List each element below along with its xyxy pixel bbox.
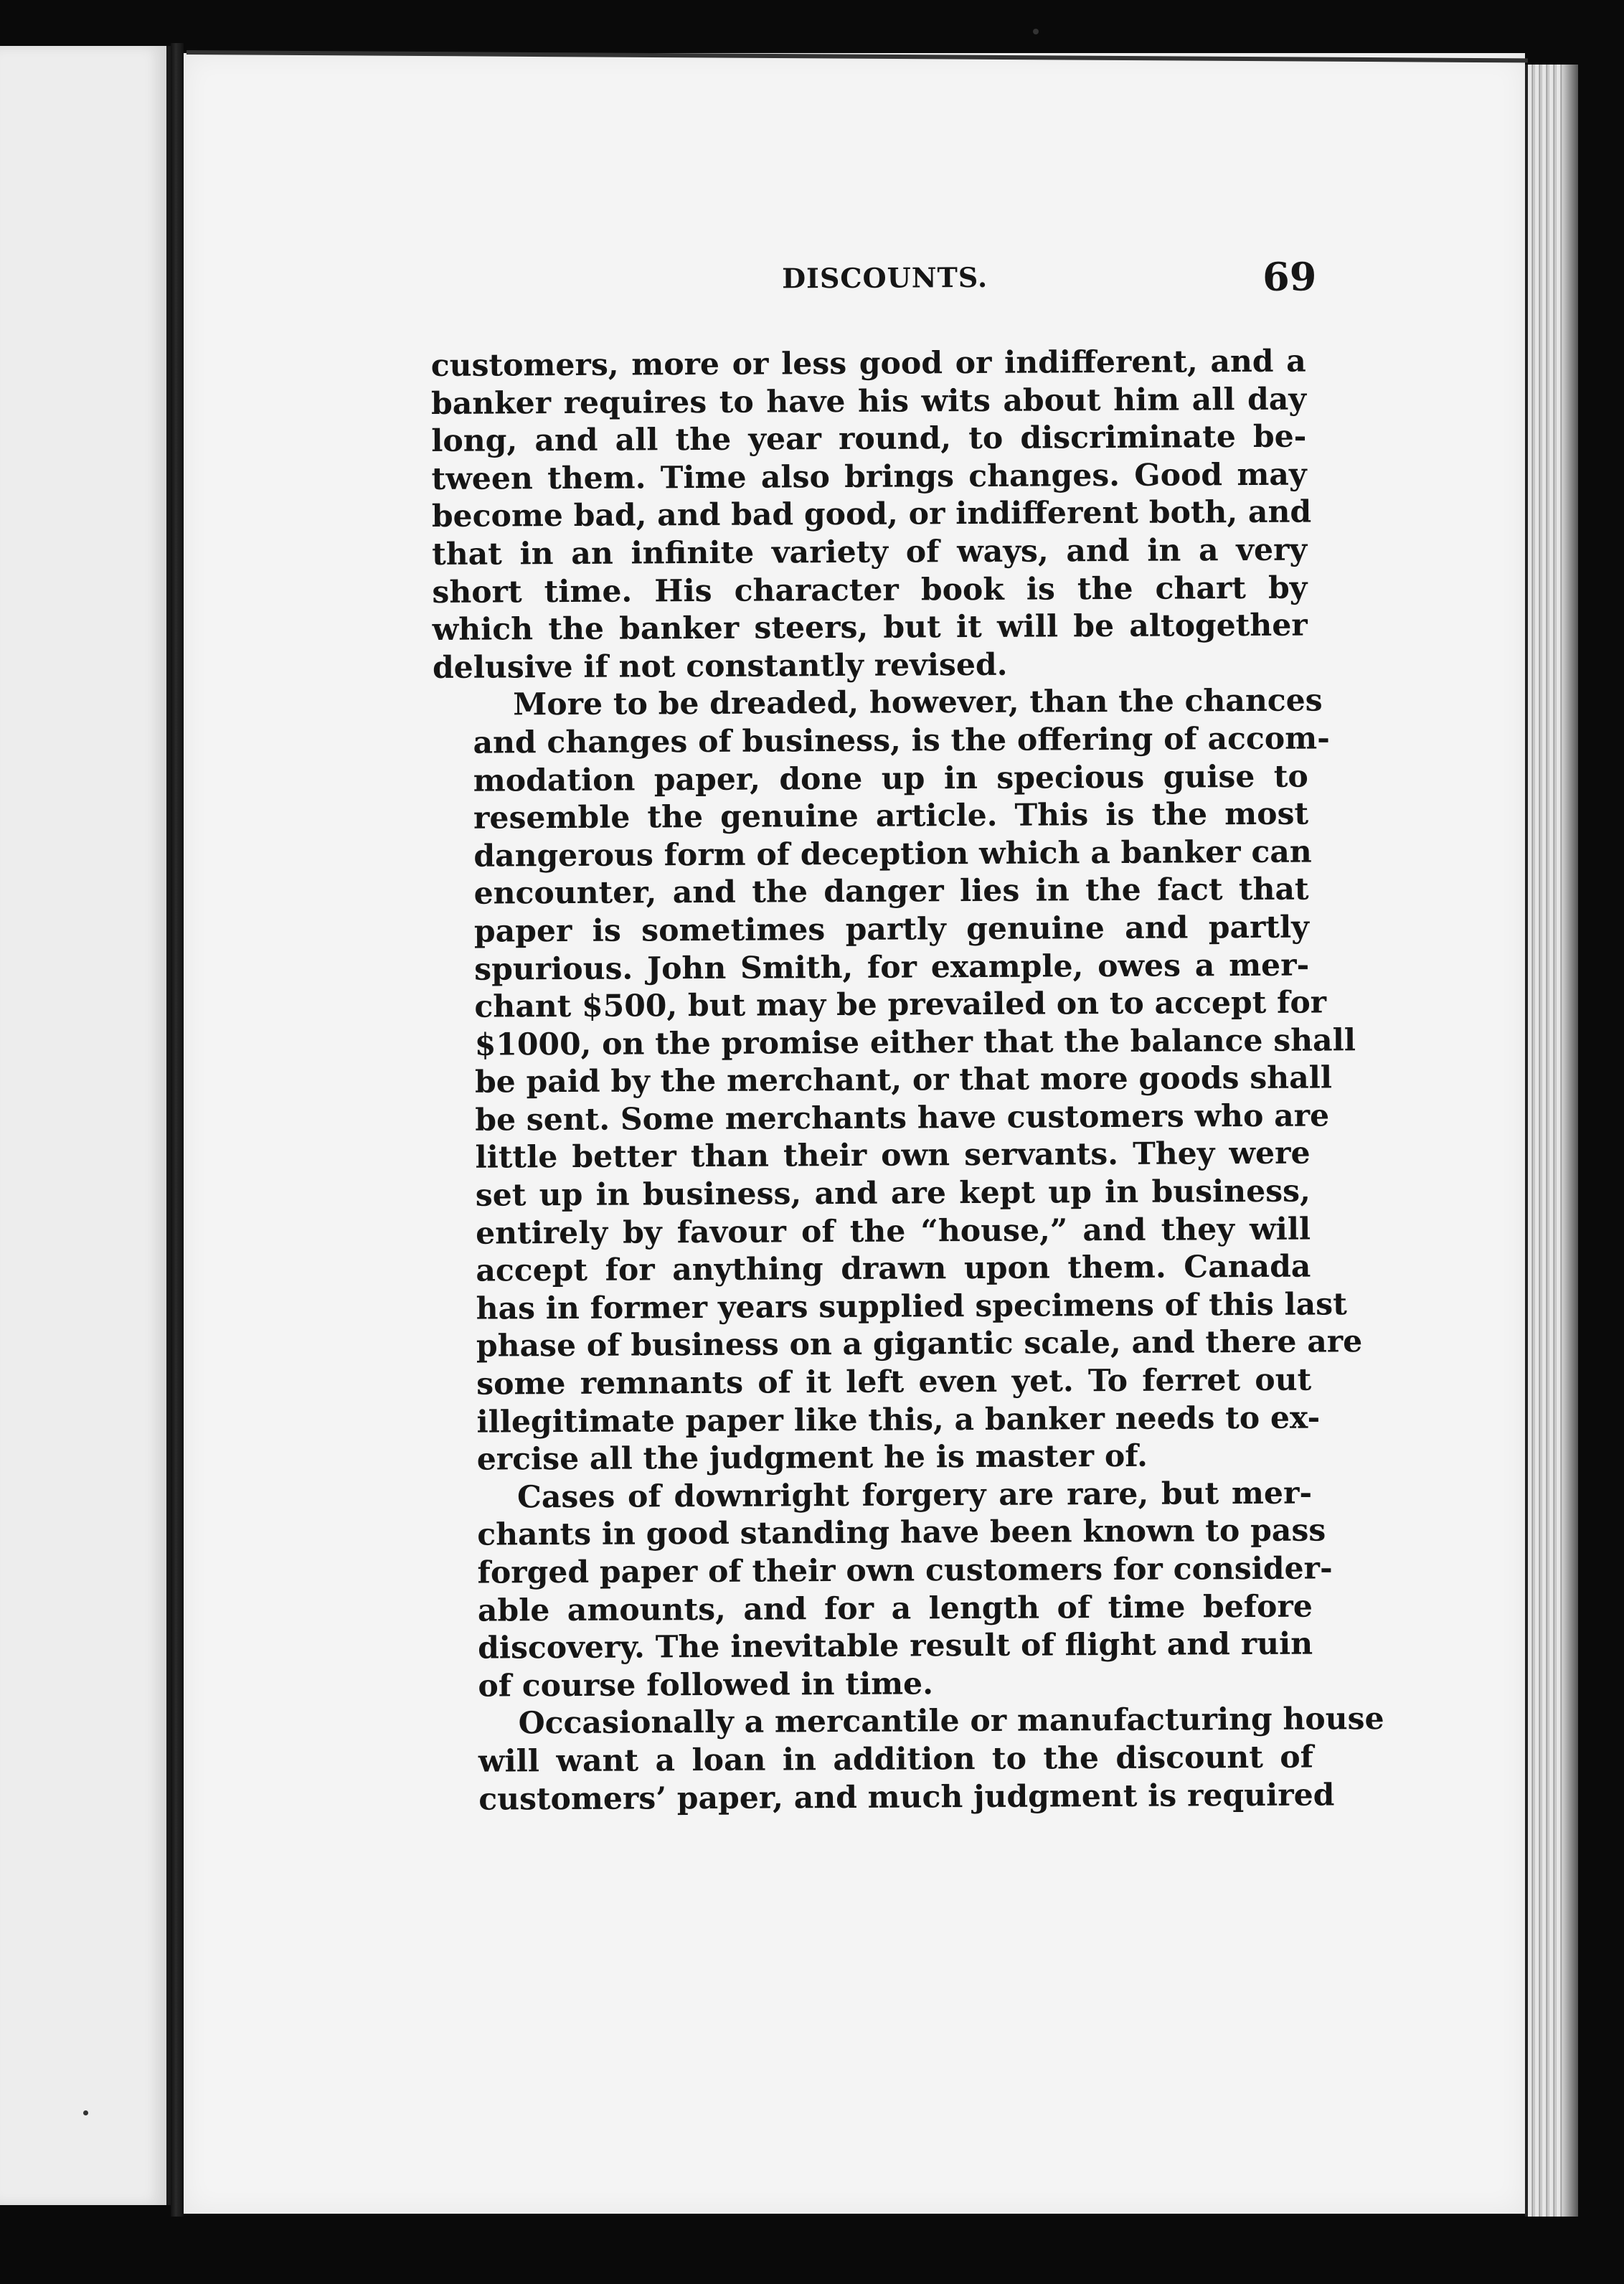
text-line: banker requires to have his wits about him all day — [430, 381, 1307, 422]
page-text-block — [430, 253, 1384, 1819]
body-text — [430, 343, 1384, 1819]
text-line: chant $500, but may be prevailed on to accept for — [474, 984, 1327, 1025]
text-line: customers’ paper, and much judgment is required — [478, 1776, 1335, 1818]
text-line: ercise all the judgment he is master of. — [476, 1438, 1148, 1478]
text-line: and changes of business, is the offering of accom- — [473, 720, 1330, 761]
text-line: tween them. Time also brings changes. Good may — [431, 456, 1307, 497]
text-line: delusive if not constantly revised. — [432, 646, 1008, 686]
text-line: phase of business on a gigantic scale, and there are — [476, 1323, 1363, 1365]
text-line: dangerous form of deception which a banker can — [473, 834, 1312, 874]
text-line: $1000, on the promise either that the balance shall — [474, 1021, 1356, 1063]
text-line: short time. His character book is the chart by — [432, 570, 1308, 610]
text-line: some remnants of it left even yet. To ferret out — [476, 1362, 1312, 1402]
text-line: set up in business, and are kept up in business, — [475, 1173, 1311, 1214]
text-line: little better than their own servants. They were — [475, 1136, 1311, 1176]
text-line: has in former years supplied specimens of this last — [476, 1286, 1347, 1327]
text-line: become bad, and bad good, or indifferent both, and — [431, 494, 1312, 535]
paragraph — [433, 682, 1363, 1479]
text-line: Cases of downright forgery are rare, but mer- — [516, 1475, 1313, 1516]
text-line: spurious. John Smith, for example, owes a mer- — [474, 947, 1310, 988]
running-head — [430, 253, 1317, 316]
text-line: illegitimate paper like this, a banker needs to ex- — [476, 1400, 1321, 1440]
paragraph — [437, 1474, 1333, 1705]
text-line: long, and all the year round, to discriminate be- — [431, 418, 1307, 460]
paragraph — [430, 343, 1312, 687]
text-line: accept for anything drawn upon them. Canada — [476, 1248, 1311, 1289]
text-line: encounter, and the danger lies in the fact that — [473, 871, 1309, 912]
facing-page-edge — [0, 46, 171, 2205]
text-line: be paid by the merchant, or that more goods shall — [474, 1060, 1333, 1100]
text-line: forged paper of their own customers for consider- — [477, 1550, 1333, 1591]
scan-speck — [83, 2110, 88, 2115]
text-line: customers, more or less good or indifferent, and a — [430, 343, 1306, 384]
text-line: discovery. The inevitable result of flight and ruin — [478, 1625, 1313, 1666]
text-line: resemble the genuine article. This is the most — [473, 796, 1309, 836]
text-line: able amounts, and for a length of time before — [477, 1588, 1313, 1629]
running-title: DISCOUNTS. — [782, 260, 988, 295]
text-line: that in an infinite variety of ways, and in a very — [432, 532, 1308, 572]
page-stack-edges — [1525, 65, 1578, 2217]
page-number: 69 — [1262, 253, 1317, 300]
text-line: paper is sometimes partly genuine and partly — [473, 909, 1310, 950]
text-line: entirely by favour of the “house,” and they will — [475, 1211, 1311, 1252]
book-gutter — [171, 43, 184, 2217]
scan-speck — [1033, 29, 1039, 34]
text-line: will want a loan in addition to the discount of — [478, 1739, 1314, 1780]
text-line: be sent. Some merchants have customers who are — [475, 1098, 1330, 1138]
text-line: modation paper, done up in specious guise to — [473, 758, 1308, 799]
text-line: Occasionally a mercantile or manufacturing house — [518, 1701, 1384, 1742]
text-line: More to be dreaded, however, than the chances — [513, 682, 1323, 723]
text-line: of course followed in time. — [478, 1666, 934, 1704]
paragraph — [438, 1701, 1384, 1818]
text-line: chants in good standing have been known to pass — [477, 1512, 1326, 1554]
text-line: which the banker steers, but it will be altogether — [432, 607, 1308, 648]
